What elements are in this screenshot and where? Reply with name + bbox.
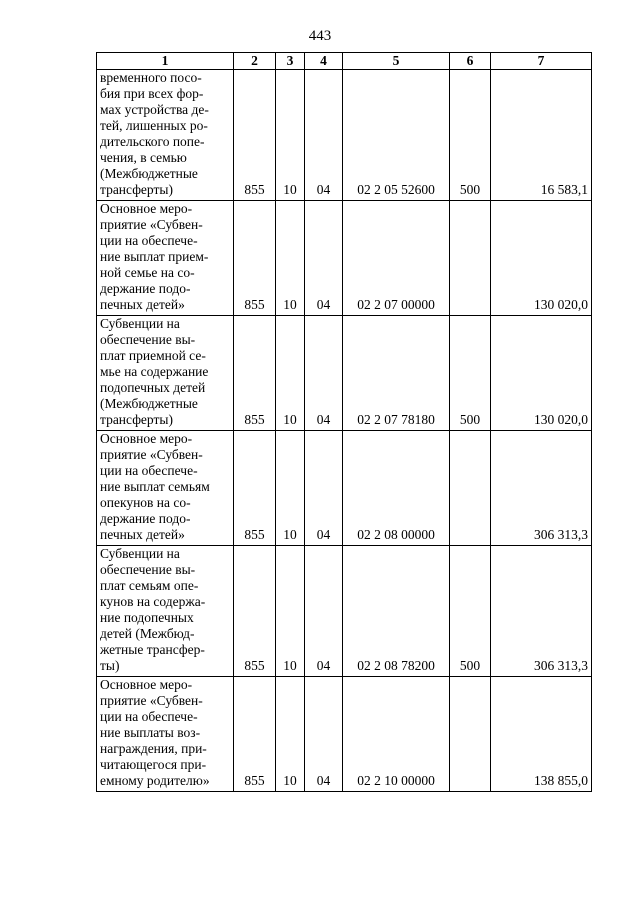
item-name-line: держание подо-	[100, 281, 191, 296]
budget-table	[96, 52, 592, 792]
item-name-line: держание подо-	[100, 511, 191, 526]
item-name-line: (Межбюджетные	[100, 396, 198, 411]
column-header: 4	[305, 53, 343, 70]
header-row	[97, 53, 592, 70]
column-header: 3	[276, 53, 305, 70]
amount-cell: 306 313,3	[491, 431, 592, 546]
expense-type-cell: 500	[450, 546, 491, 677]
item-name-line: обеспечение вы-	[100, 332, 196, 347]
item-name-line: чения, в семью	[100, 150, 187, 165]
item-name-cell	[97, 70, 234, 201]
subsection-code-cell: 04	[305, 316, 343, 431]
table-row	[97, 677, 592, 792]
page-number: 443	[308, 28, 332, 44]
table-row	[97, 70, 592, 201]
section-code-cell: 10	[276, 201, 305, 316]
column-header: 5	[343, 53, 450, 70]
item-name-line: Основное меро-	[100, 431, 193, 446]
item-name-line: приятие «Субвен-	[100, 447, 203, 462]
subsection-code-cell: 04	[305, 431, 343, 546]
subsection-code-cell: 04	[305, 677, 343, 792]
column-header: 7	[491, 53, 592, 70]
ministry-code-cell: 855	[234, 70, 276, 201]
item-name-line: ние выплат семьям	[100, 479, 210, 494]
item-name-line: опекунов на со-	[100, 495, 191, 510]
item-name-line: ние выплаты воз-	[100, 725, 201, 740]
item-name-line: подопечных детей	[100, 380, 206, 395]
section-code-cell: 10	[276, 677, 305, 792]
item-name-line: ние подопечных	[100, 610, 194, 625]
item-name-line: ции на обеспече-	[100, 233, 198, 248]
item-name-line: плат семьям опе-	[100, 578, 199, 593]
item-name-line: жетные трансфер-	[100, 642, 205, 657]
section-code-cell: 10	[276, 316, 305, 431]
item-name-line: читающегося при-	[100, 757, 207, 772]
item-name-line: мах устройства де-	[100, 102, 209, 117]
item-name-line: трансферты)	[100, 182, 173, 197]
item-name-line: детей (Межбюд-	[100, 626, 195, 641]
column-header: 6	[450, 53, 491, 70]
item-name-line: тей, лишенных ро-	[100, 118, 208, 133]
section-code-cell: 10	[276, 431, 305, 546]
item-name-cell	[97, 201, 234, 316]
ministry-code-cell: 855	[234, 201, 276, 316]
ministry-code-cell: 855	[234, 316, 276, 431]
item-name-line: ты)	[100, 658, 120, 673]
item-name-line: кунов на содержа-	[100, 594, 206, 609]
ministry-code-cell: 855	[234, 431, 276, 546]
amount-cell: 130 020,0	[491, 316, 592, 431]
item-name-line: печных детей»	[100, 297, 185, 312]
item-name-line: ние выплат прием-	[100, 249, 209, 264]
item-name-line: приятие «Субвен-	[100, 693, 203, 708]
item-name-line: плат приемной се-	[100, 348, 206, 363]
amount-cell: 138 855,0	[491, 677, 592, 792]
expense-type-cell	[450, 201, 491, 316]
column-header: 2	[234, 53, 276, 70]
item-name-cell	[97, 316, 234, 431]
item-name-line: бия при всех фор-	[100, 86, 204, 101]
item-name-line: (Межбюджетные	[100, 166, 198, 181]
amount-cell: 16 583,1	[491, 70, 592, 201]
subsection-code-cell: 04	[305, 70, 343, 201]
item-name-line: Основное меро-	[100, 201, 193, 216]
target-article-cell: 02 2 10 00000	[343, 677, 450, 792]
item-name-line: Основное меро-	[100, 677, 193, 692]
section-code-cell: 10	[276, 70, 305, 201]
table-body	[97, 70, 592, 792]
item-name-line: Субвенции на	[100, 546, 180, 561]
item-name-cell	[97, 431, 234, 546]
table-row	[97, 431, 592, 546]
item-name-line: ции на обеспече-	[100, 463, 198, 478]
item-name-line: обеспечение вы-	[100, 562, 196, 577]
expense-type-cell: 500	[450, 70, 491, 201]
item-name-line: награждения, при-	[100, 741, 207, 756]
subsection-code-cell: 04	[305, 546, 343, 677]
column-header: 1	[97, 53, 234, 70]
item-name-line: емному родителю»	[100, 773, 210, 788]
ministry-code-cell: 855	[234, 546, 276, 677]
item-name-cell	[97, 546, 234, 677]
item-name-line: Субвенции на	[100, 316, 180, 331]
item-name-line: дительского попе-	[100, 134, 205, 149]
expense-type-cell	[450, 677, 491, 792]
amount-cell: 306 313,3	[491, 546, 592, 677]
expense-type-cell: 500	[450, 316, 491, 431]
section-code-cell: 10	[276, 546, 305, 677]
target-article-cell: 02 2 05 52600	[343, 70, 450, 201]
target-article-cell: 02 2 08 00000	[343, 431, 450, 546]
target-article-cell: 02 2 08 78200	[343, 546, 450, 677]
ministry-code-cell: 855	[234, 677, 276, 792]
table-row	[97, 201, 592, 316]
item-name-cell	[97, 677, 234, 792]
item-name-line: печных детей»	[100, 527, 185, 542]
amount-cell: 130 020,0	[491, 201, 592, 316]
table-row	[97, 546, 592, 677]
item-name-line: временного посо-	[100, 70, 202, 85]
item-name-line: приятие «Субвен-	[100, 217, 203, 232]
target-article-cell: 02 2 07 78180	[343, 316, 450, 431]
target-article-cell: 02 2 07 00000	[343, 201, 450, 316]
item-name-line: трансферты)	[100, 412, 173, 427]
item-name-line: ции на обеспече-	[100, 709, 198, 724]
table-row	[97, 316, 592, 431]
item-name-line: мье на содержание	[100, 364, 209, 379]
expense-type-cell	[450, 431, 491, 546]
subsection-code-cell: 04	[305, 201, 343, 316]
item-name-line: ной семье на со-	[100, 265, 195, 280]
